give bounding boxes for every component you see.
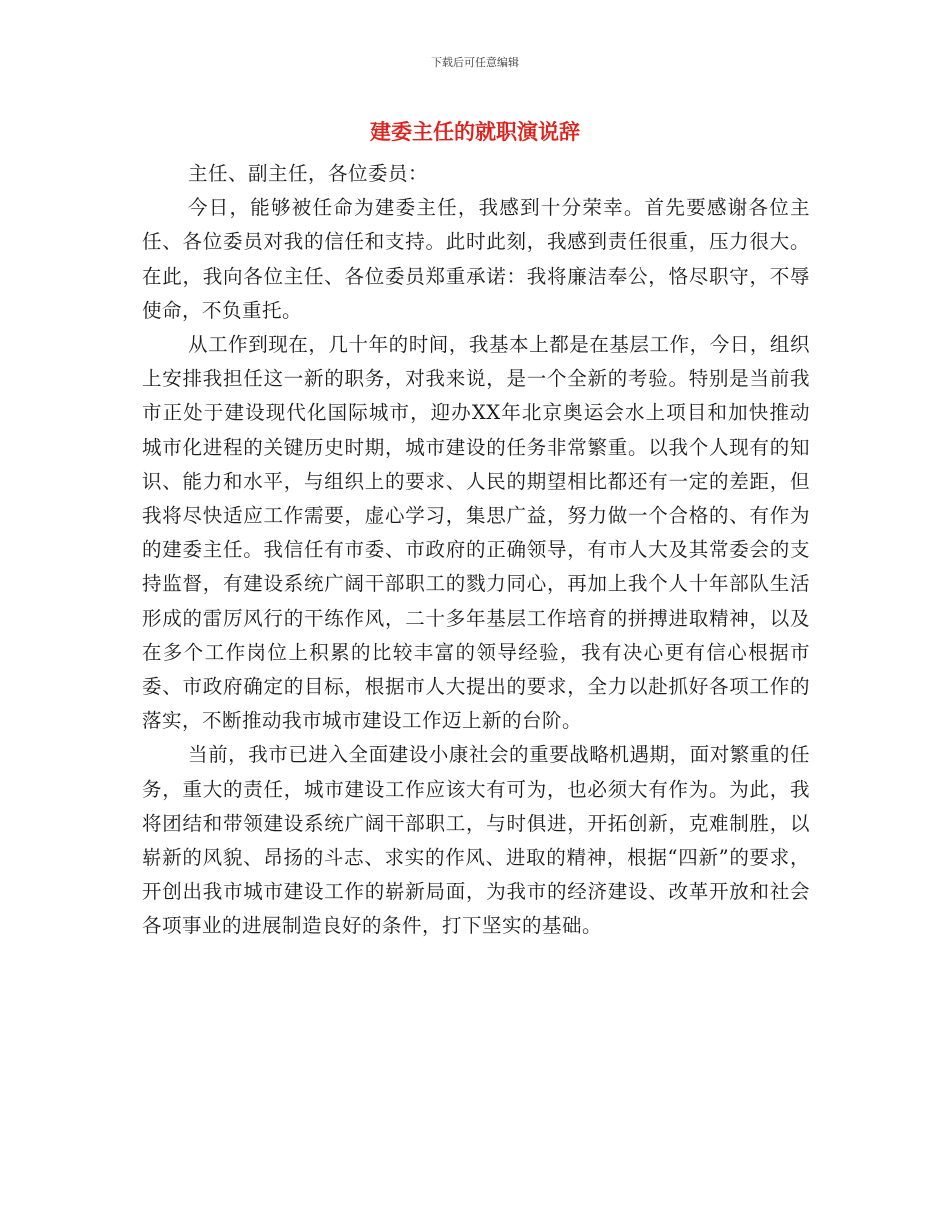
paragraph-1: 今日，能够被任命为建委主任，我感到十分荣幸。首先要感谢各位主任、各位委员对我的信任和支持。此时此刻，我感到责任很重，压力很大。在此，我向各位主任、各位委员郑重承诺：我将廉洁奉公，恪尽职守，不辱使命，不负重托。 <box>142 196 810 322</box>
page-header-note: 下载后可任意编辑 <box>431 56 519 69</box>
document-title: 建委主任的就职演说辞 <box>370 120 580 144</box>
document-body <box>142 157 810 944</box>
greeting-line: 主任、副主任，各位委员： <box>188 162 429 185</box>
paragraph-3: 当前，我市已进入全面建设小康社会的重要战略机遇期，面对繁重的任务，重大的责任，城市建设工作应该大有可为，也必须大有作为。为此，我将团结和带领建设系统广阔干部职工，与时俱进，开拓创新，克难制胜，以崭新的风貌、昂扬的斗志、求实的作风、进取的精神，根据“四新”的要求，开创出我市城市建设工作的崭新局面，为我市的经济建设、改革开放和社会各项事业的进展制造良好的条件，打下坚实的基础。 <box>142 743 810 938</box>
paragraph-2: 从工作到现在，几十年的时间，我基本上都是在基层工作，今日，组织上安排我担任这一新的职务，对我来说，是一个全新的考验。特别是当前我市正处于建设现代化国际城市，迎办XX年北京奥运会水上项目和加快推动城市化进程的关键历史时期，城市建设的任务非常繁重。以我个人现有的知识、能力和水平，与组织上的要求、人民的期望相比都还有一定的差距，但我将尽快适应工作需要，虚心学习，集思广益，努力做一个合格的、有作为的建委主任。我信任有市委、市政府的正确领导，有市人大及其常委会的支持监督，有建设系统广阔干部职工的戮力同心，再加上我个人十年部队生活形成的雷厉风行的干练作风，二十多年基层工作培育的拼搏进取精神，以及在多个工作岗位上积累的比较丰富的领导经验，我有决心更有信心根据市委、市政府确定的目标，根据市人大提出的要求，全力以赴抓好各项工作的落实，不断推动我市城市建设工作迈上新的台阶。 <box>142 333 810 733</box>
